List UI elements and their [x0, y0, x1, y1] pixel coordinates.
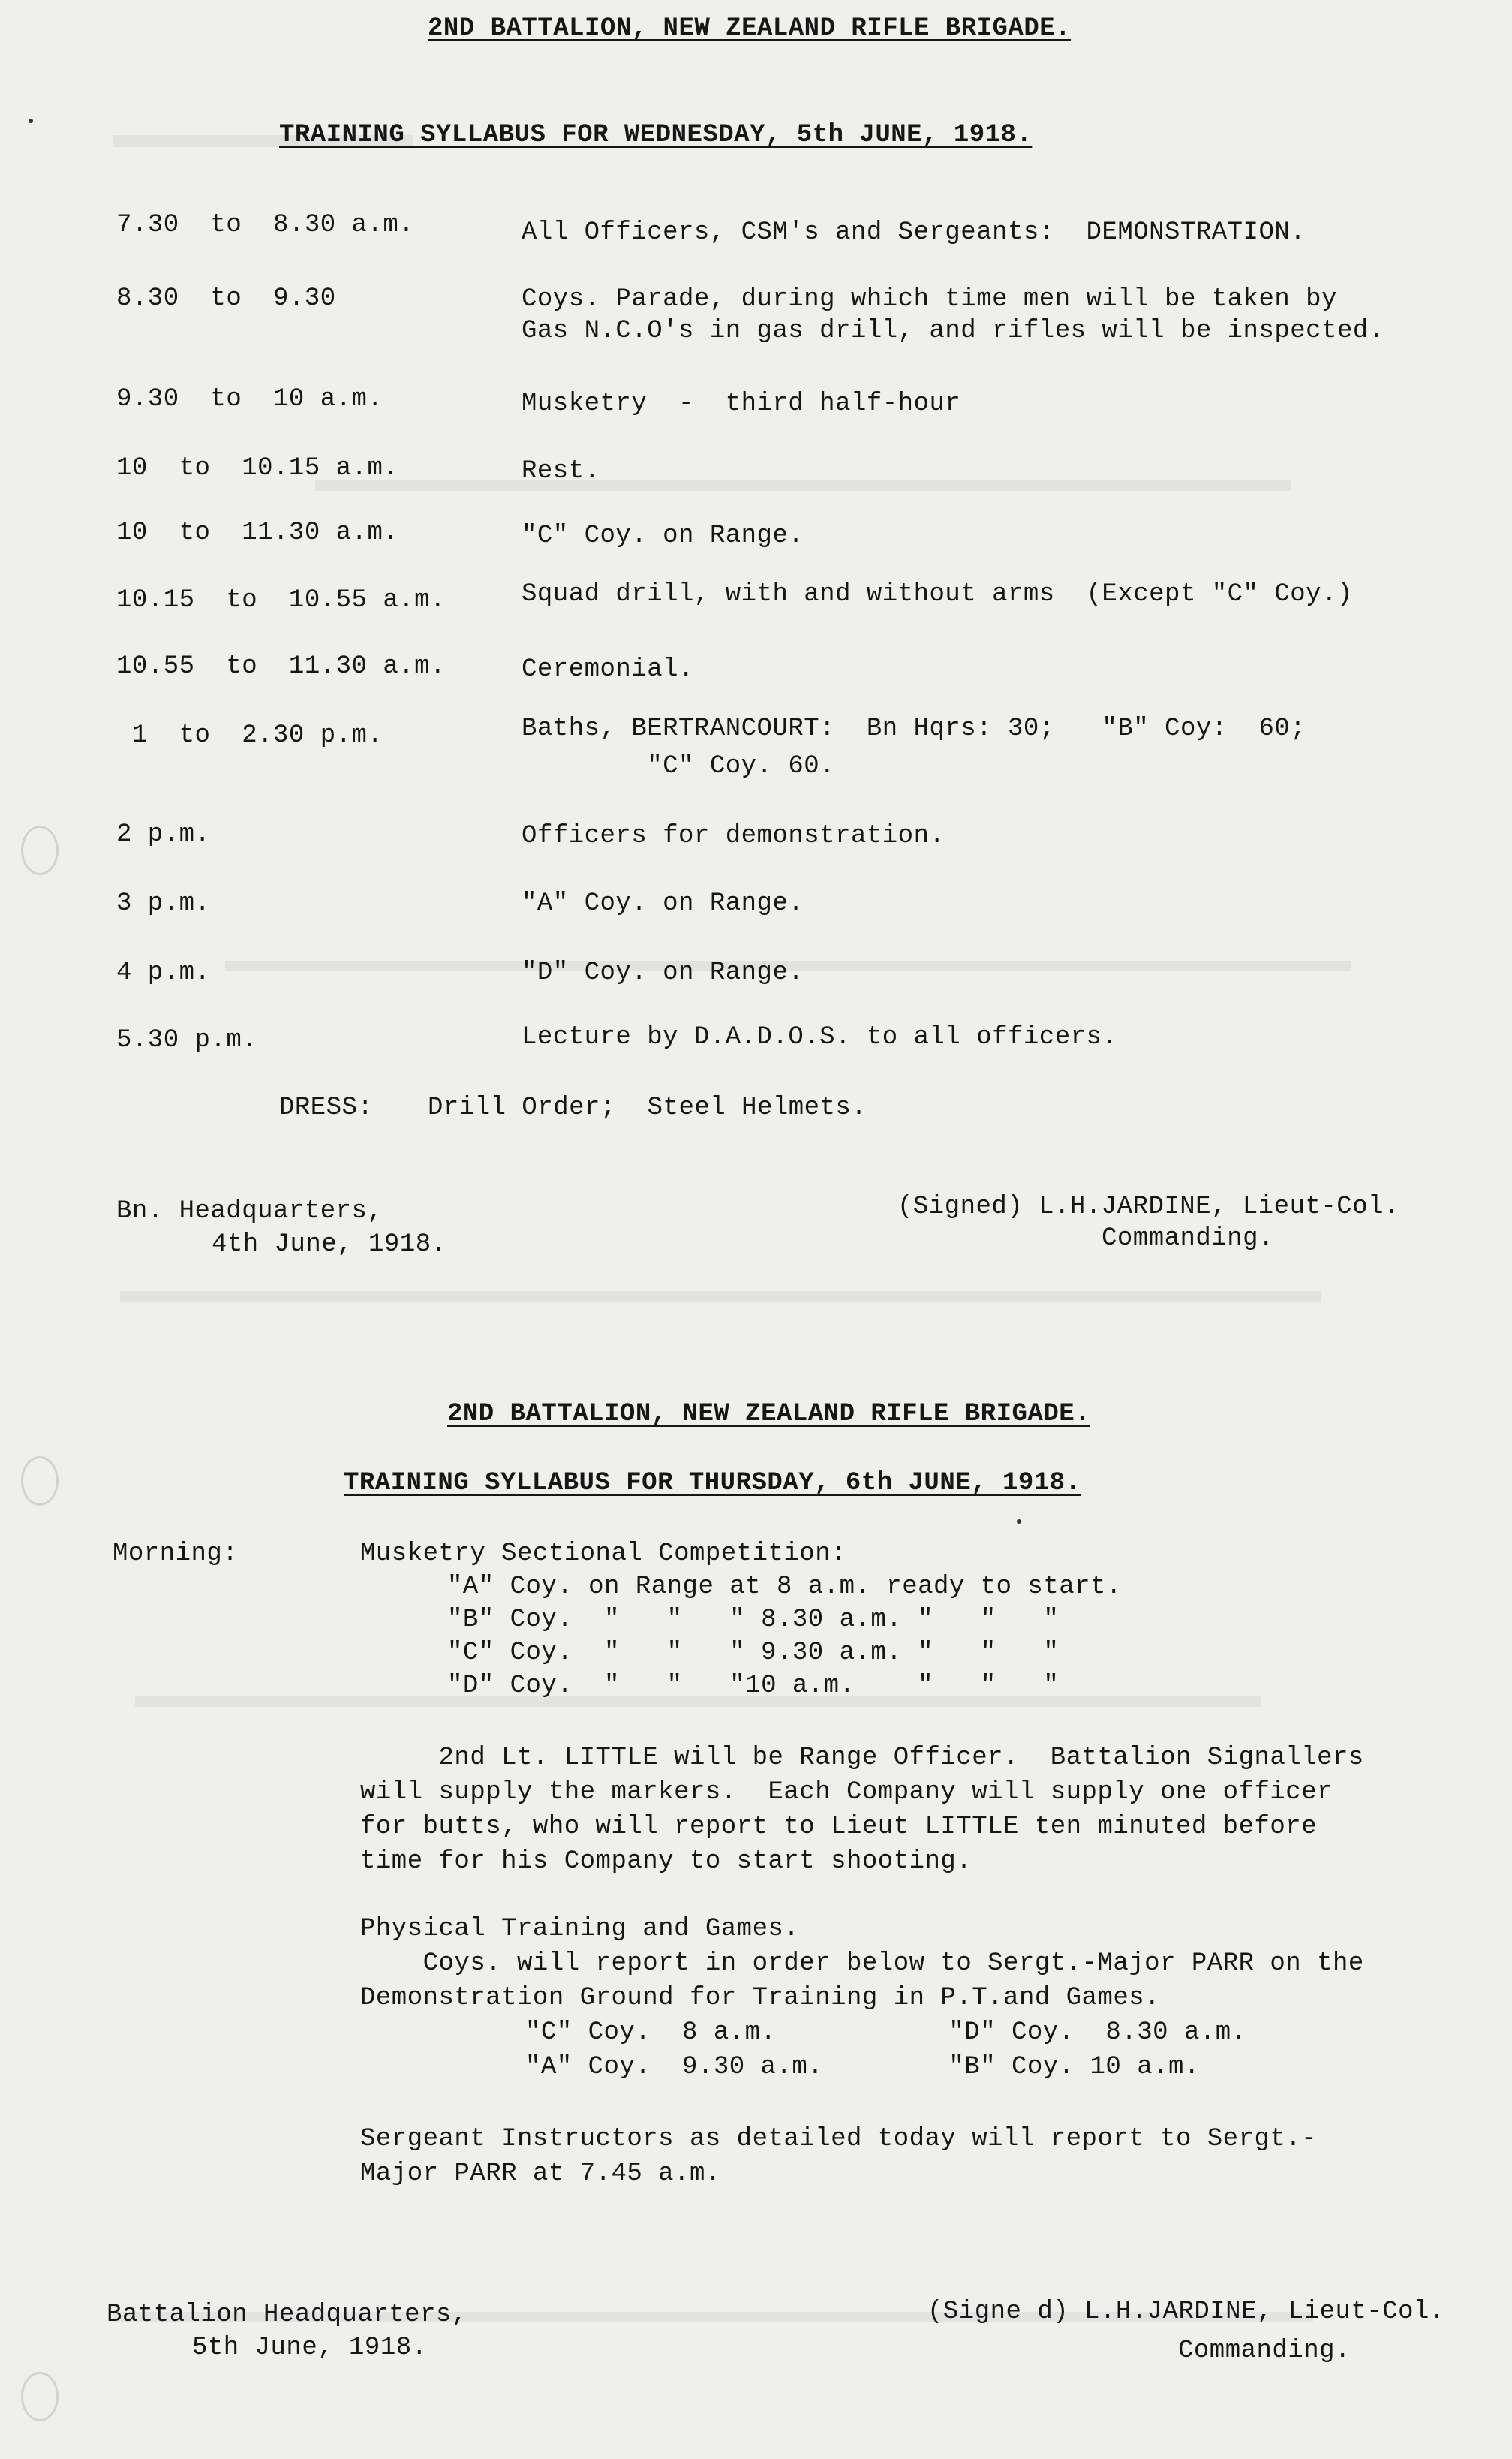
schedule-activity: Rest. — [522, 457, 600, 486]
doc2-subheading: TRAINING SYLLABUS FOR THURSDAY, 6th JUNE, 1918. — [344, 1469, 1081, 1497]
physical-training-title: Physical Training and Games. — [360, 1915, 800, 1943]
paragraph-line: 2nd Lt. LITTLE will be Range Officer. Battalion Signallers — [360, 1744, 1364, 1772]
paragraph-line: time for his Company to start shooting. — [360, 1847, 972, 1876]
schedule-time: 3 p.m. — [116, 889, 211, 918]
dress-value: Drill Order; Steel Helmets. — [428, 1094, 867, 1122]
schedule-activity: Officers for demonstration. — [522, 822, 945, 850]
paragraph-line: Demonstration Ground for Training in P.T.and Games. — [360, 1984, 1161, 2012]
paragraph-line: Sergeant Instructors as detailed today will report to Sergt.- — [360, 2125, 1318, 2154]
schedule-time: 10.55 to 11.30 a.m. — [116, 652, 446, 681]
doc2-headquarters: Battalion Headquarters, — [107, 2301, 467, 2329]
schedule-time: 10 to 11.30 a.m. — [116, 519, 399, 547]
punch-hole — [21, 1456, 59, 1506]
pt-schedule-line: "A" Coy. 9.30 a.m. "B" Coy. 10 a.m. — [525, 2053, 1200, 2081]
doc1-signature: (Signed) L.H.JARDINE, Lieut-Col. — [897, 1193, 1399, 1221]
doc2-signature: (Signe d) L.H.JARDINE, Lieut-Col. — [927, 2298, 1445, 2326]
schedule-activity: "A" Coy. on Range. — [522, 889, 804, 918]
schedule-activity: Coys. Parade, during which time men will be taken by Gas N.C.O's in gas drill, and rifles will be inspected. — [522, 285, 1384, 345]
schedule-time: 1 to 2.30 p.m. — [116, 721, 383, 750]
doc1-date: 4th June, 1918. — [212, 1230, 447, 1259]
morning-label: Morning: — [113, 1540, 239, 1568]
paragraph-line: for butts, who will report to Lieut LITTLE ten minuted before — [360, 1813, 1318, 1841]
schedule-activity: Ceremonial. — [522, 655, 694, 684]
schedule-time: 7.30 to 8.30 a.m. — [116, 211, 415, 239]
bleed-through-mark — [120, 1291, 1321, 1302]
paragraph-line: Coys. will report in order below to Sergt.-Major PARR on the — [360, 1949, 1364, 1978]
schedule-activity: Lecture by D.A.D.O.S. to all officers. — [522, 1023, 1118, 1052]
musketry-title: Musketry Sectional Competition: — [360, 1540, 847, 1568]
paragraph-line: Major PARR at 7.45 a.m. — [360, 2160, 721, 2188]
paragraph-line: will supply the markers. Each Company will supply one officer — [360, 1778, 1333, 1807]
speck — [1017, 1519, 1021, 1524]
schedule-activity: "C" Coy. on Range. — [522, 522, 804, 550]
speck — [29, 119, 33, 123]
schedule-time: 5.30 p.m. — [116, 1026, 258, 1055]
doc2-commanding: Commanding. — [1178, 2337, 1351, 2365]
schedule-time: 4 p.m. — [116, 959, 211, 987]
schedule-activity: "D" Coy. on Range. — [522, 959, 804, 987]
musketry-line: "C" Coy. " " " 9.30 a.m. " " " — [447, 1639, 1060, 1667]
schedule-time: 10 to 10.15 a.m. — [116, 454, 399, 483]
doc1-heading: 2ND BATTALION, NEW ZEALAND RIFLE BRIGADE. — [428, 14, 1072, 43]
punch-hole — [21, 826, 59, 875]
pt-schedule-line: "C" Coy. 8 a.m. "D" Coy. 8.30 a.m. — [525, 2018, 1247, 2047]
schedule-activity: Squad drill, with and without arms (Except "C" Coy.) — [522, 580, 1353, 609]
doc1-headquarters: Bn. Headquarters, — [116, 1197, 383, 1226]
schedule-time: 9.30 to 10 a.m. — [116, 385, 383, 414]
schedule-activity: Baths, BERTRANCOURT: Bn Hqrs: 30; "B" Coy: 60; "C" Coy. 60. — [522, 715, 1306, 781]
schedule-time: 2 p.m. — [116, 820, 211, 849]
schedule-time: 10.15 to 10.55 a.m. — [116, 586, 446, 615]
doc2-date: 5th June, 1918. — [192, 2334, 428, 2362]
doc1-subheading: TRAINING SYLLABUS FOR WEDNESDAY, 5th JUNE, 1918. — [279, 121, 1033, 149]
schedule-time: 8.30 to 9.30 — [116, 284, 336, 313]
punch-hole — [21, 2372, 59, 2421]
schedule-activity: All Officers, CSM's and Sergeants: DEMONSTRATION. — [522, 218, 1306, 247]
schedule-activity: Musketry - third half-hour — [522, 390, 961, 418]
bleed-through-mark — [315, 480, 1291, 491]
dress-label: DRESS: — [279, 1094, 374, 1122]
doc1-commanding: Commanding. — [1102, 1224, 1274, 1253]
doc2-heading: 2ND BATTALION, NEW ZEALAND RIFLE BRIGADE. — [447, 1400, 1091, 1428]
musketry-line: "D" Coy. " " "10 a.m. " " " — [447, 1672, 1060, 1700]
musketry-line: "A" Coy. on Range at 8 a.m. ready to start. — [447, 1573, 1122, 1601]
musketry-line: "B" Coy. " " " 8.30 a.m. " " " — [447, 1606, 1060, 1634]
